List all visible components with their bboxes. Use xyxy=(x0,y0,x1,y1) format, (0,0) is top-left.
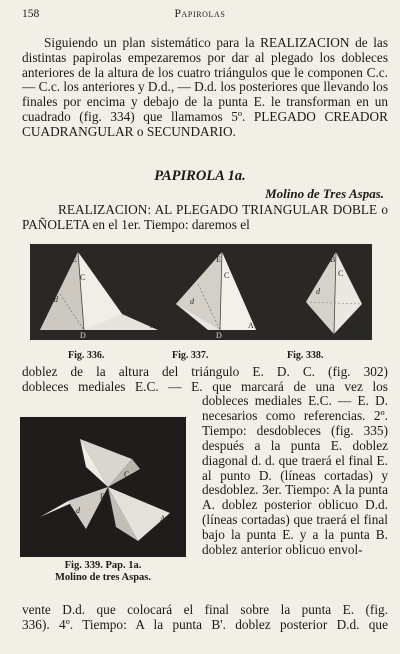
caption-fig-337: Fig. 337. xyxy=(172,350,209,361)
pinwheel-photo xyxy=(20,417,186,557)
fig338-label-4: A xyxy=(348,323,354,332)
caption-fig-338: Fig. 338. xyxy=(287,350,324,361)
bottom-text xyxy=(22,603,388,633)
realization-paragraph: REALIZACION: AL PLEGADO TRIANGULAR DOBLE o PAÑOLETA en el 1er. Tiempo: daremos el xyxy=(22,202,388,232)
caption-fig-336: Fig. 336. xyxy=(68,350,105,361)
fig338-label-3: d xyxy=(316,287,320,296)
bottom-line-1: vente D.d. que colocará el final sobre la punta E. (fig. xyxy=(22,602,388,617)
fig336-label-5: A xyxy=(150,321,156,330)
page-header xyxy=(22,8,378,24)
figure-338-diagram xyxy=(306,252,362,334)
fig338-label-2: C xyxy=(338,269,344,278)
fig336-label-2: C xyxy=(80,273,86,282)
photo-label-5: d xyxy=(76,506,80,515)
bottom-line-2: 336). 4º. Tiempo: A la punta B'. doblez posterior D.d. que xyxy=(22,616,388,632)
photo-caption-line-2: Molino de tres Aspas. xyxy=(54,572,152,583)
fold-diagrams xyxy=(30,244,372,340)
intro-paragraph: Siguiendo un plan sistemático para la REALIZACION de las distintas papirolas empezaremos por dar al plegado los dobleces anteriores de la altura de los cuatro triángulos que le componen C.c. — C.c. los anteriores y D.d., — D.d. los posteriores que llevando los finales por encima y debajo de la punta E. le transforman en un cuadrado (fig. 334) que llamamos 5º. PLEGADO CREADOR CUADRANGULAR o SECUNDARIO. xyxy=(22,35,388,139)
fig337-label-3: D xyxy=(216,331,222,340)
photo-caption xyxy=(20,560,186,584)
running-title: Papirolas xyxy=(174,8,226,20)
photo-label-1: B xyxy=(120,448,126,457)
photo-label-2: C xyxy=(124,470,130,479)
figure-strip xyxy=(30,244,372,340)
right-column-text: dobleces mediales E.C. — E. D. necesarios como referencias. 2º. Tiempo: desdobleces (fig. 335) después a la punta E. doblez diagonal d. d. que traerá el final E. al punto D. (líneas cortadas) y desdoblez. 3er. Tiempo: A la punta A. doblez posterior oblicuo D.d. (líneas cortadas) que traerá el final bajo la punta E. y a la punta B. doblez anterior oblicuo envol- xyxy=(202,393,388,558)
pinwheel-model-image xyxy=(20,417,186,557)
section-subtitle: Molino de Tres Aspas. xyxy=(265,186,384,201)
photo-label-4: A xyxy=(160,514,166,523)
fig338-label-1: B xyxy=(330,255,336,264)
photo-caption-line-1: Fig. 339. Pap. 1a. xyxy=(64,560,142,571)
page-number: 158 xyxy=(22,8,40,20)
figure-337-diagram xyxy=(176,252,256,340)
fig336-label-3: d xyxy=(54,295,58,304)
fig337-label-5: A xyxy=(248,321,254,330)
photo-label-3: E xyxy=(100,492,105,501)
fig337-label-4: d xyxy=(190,297,194,306)
body-line-2: dobleces mediales E.C. — E. que marcará de una vez los xyxy=(22,379,388,394)
section-title: PAPIROLA 1a. xyxy=(154,168,246,184)
fig337-label-1: E xyxy=(216,255,221,264)
fig336-label-4: D xyxy=(80,331,86,340)
fig337-label-2: C xyxy=(224,271,230,280)
fig336-label-1: E xyxy=(72,255,77,264)
figure-336-diagram xyxy=(40,252,158,340)
body-line-1: doblez de la altura del triángulo E. D. C. (fig. 302) xyxy=(22,364,388,379)
